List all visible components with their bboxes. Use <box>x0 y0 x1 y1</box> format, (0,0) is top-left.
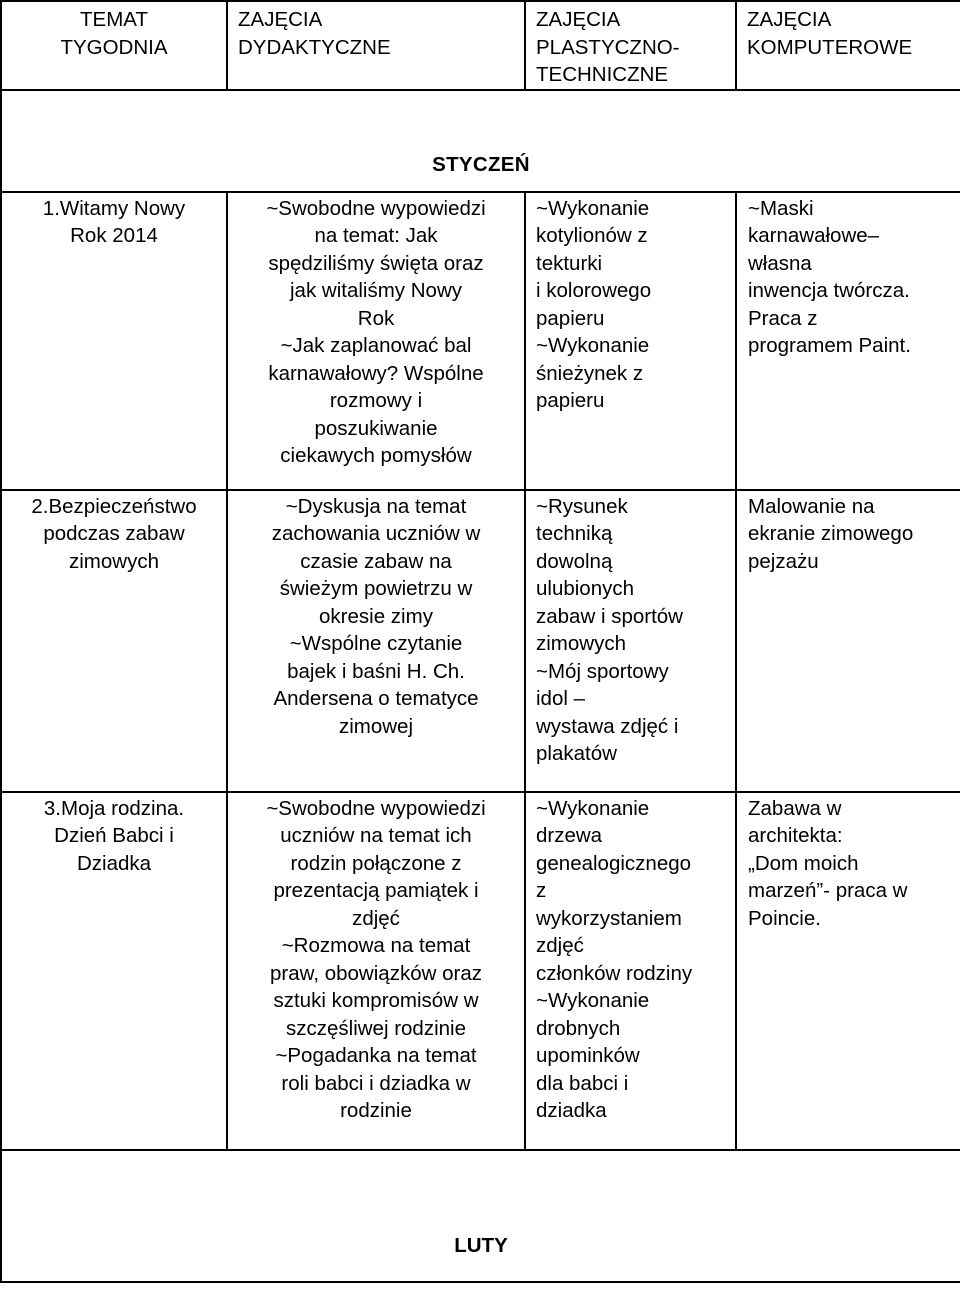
month-label-january: STYCZEŃ <box>432 153 530 176</box>
text-line: rozmowy i <box>329 389 423 412</box>
text-line: wykorzystaniem <box>536 906 682 930</box>
text-line: rodzin połączone z <box>290 851 462 875</box>
header-didactic <box>228 2 524 61</box>
text-line: Dzień Babci i <box>54 824 174 847</box>
text-line: idol – <box>536 687 586 710</box>
text-line: szczęśliwej rodzinie <box>285 1016 466 1040</box>
header-art <box>526 2 735 89</box>
text-line: pejzażu <box>748 549 819 573</box>
text-line: zdjęć <box>536 934 584 957</box>
header-topic <box>2 2 226 61</box>
didactic-text <box>228 193 524 470</box>
art-text <box>526 193 735 415</box>
text-line: zimowych <box>536 632 626 655</box>
header-computer <box>737 2 960 61</box>
text-line: „Dom moich <box>748 851 859 875</box>
art-text <box>526 491 735 768</box>
text-line: zachowania uczniów w <box>271 522 481 545</box>
text-line: ~Maski <box>748 196 814 220</box>
didactic-cell <box>227 490 525 792</box>
text-line: praw, obowiązków oraz <box>270 961 482 985</box>
topic-cell <box>1 792 227 1150</box>
header-didactic-line: ZAJĘCIA <box>238 8 323 31</box>
topic-text <box>2 491 226 576</box>
table-row <box>1 490 960 792</box>
topic-text <box>2 193 226 250</box>
text-line: ulubionych <box>536 577 635 600</box>
text-line: ~Wykonanie <box>536 989 650 1012</box>
text-line: ~Rysunek <box>536 494 628 518</box>
text-line: Praca z <box>748 306 818 330</box>
art-cell <box>525 192 736 490</box>
text-line: ~Swobodne wypowiedzi <box>266 796 486 820</box>
header-computer-line: KOMPUTEROWE <box>747 35 913 59</box>
header-computer-line: ZAJĘCIA <box>747 8 832 31</box>
text-line: marzeń”- praca w <box>748 879 908 902</box>
header-row <box>1 1 960 90</box>
text-line: świeżym powietrzu w <box>279 577 473 600</box>
text-line: czasie zabaw na <box>300 549 452 573</box>
header-art-cell <box>525 1 736 90</box>
text-line: Dziadka <box>76 851 152 875</box>
text-line: 1.Witamy Nowy <box>42 196 186 220</box>
topic-cell <box>1 490 227 792</box>
text-line: z <box>536 879 547 902</box>
text-line: na temat: Jak <box>314 224 438 247</box>
text-line: ~Dyskusja na temat <box>285 494 467 518</box>
month-cell <box>1 1150 960 1282</box>
text-line: zimowej <box>338 714 414 738</box>
text-line: ~Wykonanie <box>536 334 650 357</box>
text-line: inwencja twórcza. <box>748 279 910 302</box>
text-line: dziadka <box>536 1099 607 1122</box>
text-line: Andersena o tematyce <box>273 687 479 710</box>
text-line: ~Rozmowa na temat <box>281 934 471 957</box>
text-line: architekta: <box>748 824 843 847</box>
text-line: roli babci i dziadka w <box>281 1071 471 1095</box>
text-line: ~Swobodne wypowiedzi <box>266 196 486 220</box>
text-line: ciekawych pomysłów <box>280 444 472 467</box>
text-line: kotylionów z <box>536 224 648 247</box>
text-line: Rok 2014 <box>70 224 158 247</box>
text-line: podczas zabaw <box>43 522 185 545</box>
text-line: karnawałowy? Wspólne <box>268 361 484 385</box>
text-line: jak witaliśmy Nowy <box>290 279 462 302</box>
header-topic-line: TEMAT <box>80 8 148 31</box>
header-art-line: TECHNICZNE <box>536 63 669 86</box>
text-line: i kolorowego <box>536 279 652 302</box>
header-art-line: ZAJĘCIA <box>536 8 621 31</box>
text-line: 2.Bezpieczeństwo <box>31 494 197 518</box>
text-line: ~Wspólne czytanie <box>289 632 463 655</box>
text-line: programem Paint. <box>748 334 911 357</box>
month-cell <box>1 90 960 192</box>
computer-text <box>737 193 960 360</box>
text-line: uczniów na temat ich <box>280 824 472 847</box>
text-line: Malowanie na <box>748 494 875 518</box>
computer-cell <box>736 792 960 1150</box>
text-line: własna <box>748 251 812 275</box>
text-line: zimowych <box>69 549 159 573</box>
topic-text <box>2 793 226 878</box>
header-computer-cell <box>736 1 960 90</box>
art-cell <box>525 792 736 1150</box>
text-line: rodzinie <box>340 1099 412 1122</box>
text-line: wystawa zdjęć i <box>536 714 679 738</box>
text-line: Poincie. <box>748 906 821 930</box>
text-line: zdjęć <box>352 906 400 930</box>
topic-cell <box>1 192 227 490</box>
didactic-text <box>228 491 524 741</box>
text-line: dla babci i <box>536 1071 629 1095</box>
text-line: plakatów <box>536 742 617 765</box>
didactic-text <box>228 793 524 1125</box>
computer-text <box>737 491 960 576</box>
didactic-cell <box>227 192 525 490</box>
computer-text <box>737 793 960 933</box>
text-line: spędziliśmy święta oraz <box>268 251 484 275</box>
text-line: bajek i baśni H. Ch. <box>287 659 465 683</box>
header-didactic-line: DYDAKTYCZNE <box>238 35 391 59</box>
computer-cell <box>736 490 960 792</box>
text-line: genealogicznego <box>536 851 692 875</box>
text-line: Zabawa w <box>748 796 842 820</box>
header-topic-line: TYGODNIA <box>60 35 168 59</box>
text-line: 3.Moja rodzina. <box>43 796 185 820</box>
text-line: dowolną <box>536 549 613 573</box>
art-cell <box>525 490 736 792</box>
month-label-february: LUTY <box>454 1233 508 1257</box>
text-line: karnawałowe– <box>748 224 880 247</box>
text-line: członków rodziny <box>536 961 693 985</box>
text-line: tekturki <box>536 251 603 275</box>
header-topic-cell <box>1 1 227 90</box>
text-line: drzewa <box>536 824 603 847</box>
text-line: prezentacją pamiątek i <box>273 879 479 902</box>
text-line: ekranie zimowego <box>748 522 914 545</box>
text-line: papieru <box>536 306 605 330</box>
month-row-february <box>1 1150 960 1282</box>
text-line: papieru <box>536 389 605 412</box>
text-line: upominków <box>536 1044 640 1067</box>
text-line: sztuki kompromisów w <box>273 989 479 1012</box>
text-line: ~Wykonanie <box>536 796 650 820</box>
text-line: ~Wykonanie <box>536 196 650 220</box>
computer-cell <box>736 192 960 490</box>
text-line: poszukiwanie <box>314 416 438 440</box>
text-line: techniką <box>536 522 613 545</box>
table-row <box>1 192 960 490</box>
month-row-january <box>1 90 960 192</box>
didactic-cell <box>227 792 525 1150</box>
text-line: drobnych <box>536 1016 621 1040</box>
text-line: ~Mój sportowy <box>536 659 669 683</box>
text-line: śnieżynek z <box>536 361 644 385</box>
text-line: zabaw i sportów <box>536 604 683 628</box>
header-art-line: PLASTYCZNO- <box>536 35 680 59</box>
text-line: okresie zimy <box>319 604 433 628</box>
text-line: ~Pogadanka na temat <box>275 1044 477 1067</box>
table-row <box>1 792 960 1150</box>
art-text <box>526 793 735 1125</box>
text-line: Rok <box>357 306 395 330</box>
text-line: ~Jak zaplanować bal <box>280 334 472 357</box>
header-didactic-cell <box>227 1 525 90</box>
